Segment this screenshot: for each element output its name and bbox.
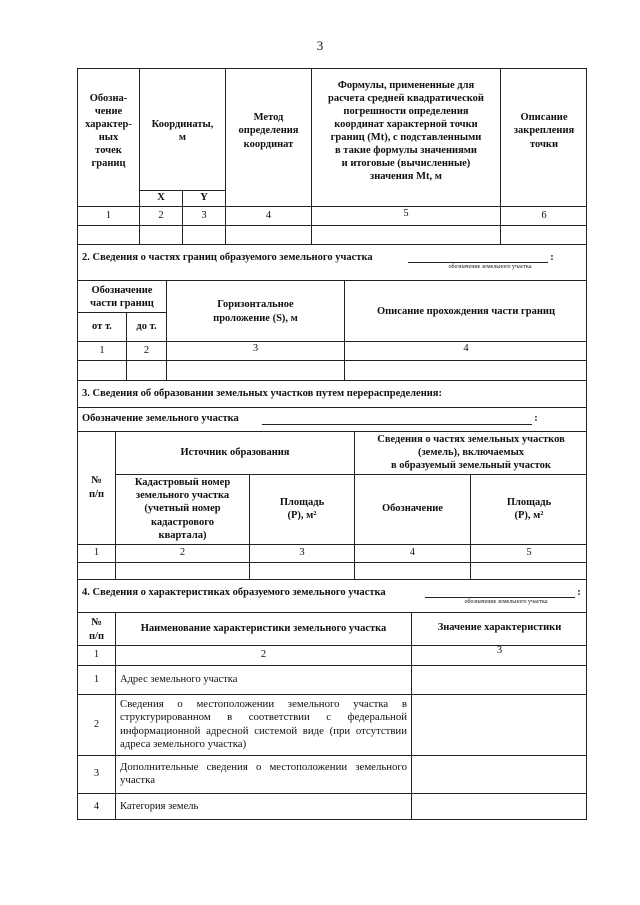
section-4-fill-line [425, 597, 575, 598]
header-s4-number: № п/п [88, 617, 105, 642]
section-3-title: 3. Сведения об образовании земельных участков путем перераспределения: [82, 388, 442, 400]
section-3-colon: : [534, 413, 538, 425]
s4-number-1: 1 [93, 649, 100, 661]
s2-number-2: 2 [143, 344, 150, 356]
row-3-name: Дополнительные сведения о местоположении земельного участка [120, 760, 407, 786]
section-3-fill-line [262, 424, 532, 425]
header-area-right: Площадь (P), м² [506, 496, 552, 521]
header-included-parts: Сведения о частях земельных участков (земель), включаемых в образуемый земельный участок [377, 433, 565, 472]
row-3-number: 3 [93, 768, 100, 780]
section-4-colon: : [577, 587, 581, 599]
header-characteristic-name: Наименование характеристики земельного участка [140, 622, 387, 634]
col-number-1: 1 [105, 209, 112, 221]
s3-number-5: 5 [526, 547, 532, 559]
page-number: 3 [316, 38, 324, 53]
col-number-4: 4 [265, 209, 272, 221]
s4-number-3: 3 [496, 645, 503, 657]
s2-number-3: 3 [252, 342, 259, 354]
header-area-left: Площадь (P), м² [279, 496, 325, 521]
header-number: № п/п [88, 475, 105, 500]
header-method: Метод определения координат [238, 112, 299, 150]
header-cadastral-number: Кадастровый номер земельного участка (учетный номер кадастрового квартала) [134, 477, 231, 541]
header-fixation-description: Описание закрепления точки [513, 112, 575, 150]
header-y: Y [200, 192, 208, 204]
col-number-2: 2 [158, 209, 164, 221]
col-number-3: 3 [201, 209, 207, 221]
s3-number-3: 3 [299, 547, 305, 559]
section-2-caption: обозначение земельного участка [448, 264, 532, 271]
section-4-title: 4. Сведения о характеристиках образуемого земельного участка [82, 587, 386, 599]
header-point-designation: Обозна- чение характер- ных точек границ [85, 92, 132, 170]
section-2-colon: : [550, 252, 554, 264]
s4-number-2: 2 [260, 649, 267, 661]
header-boundary-part: Обозначение части границ [90, 284, 154, 309]
row-2-number: 2 [93, 718, 100, 730]
header-from-point: от т. [92, 320, 112, 332]
row-2-name: Сведения о местоположении земельного участка в структурированном в соответствии с федеральной информационной адресной системой виде (при отсутствии адреса земельного участка) [120, 697, 407, 750]
section-3-plot-label: Обозначение земельного участка [82, 413, 239, 425]
header-formulas: Формулы, примененные для расчета средней квадратической погрешности определения координат характерной точки границ (Mt), с подставленными в такие формулы значениями и итоговые (вычисленные) значения Mt, м [328, 79, 484, 183]
section-2-title: 2. Сведения о частях границ образуемого земельного участка [82, 252, 373, 264]
row-1-number: 1 [93, 673, 100, 685]
s2-number-4: 4 [463, 342, 469, 354]
header-x: X [157, 192, 165, 204]
col-number-5: 5 [403, 207, 409, 219]
row-4-number: 4 [93, 800, 100, 812]
section-4-caption: обозначение земельного участка [464, 599, 548, 606]
row-1-name: Адрес земельного участка [120, 673, 238, 685]
header-source: Источник образования [180, 446, 290, 458]
s2-number-1: 1 [99, 344, 105, 356]
row-4-name: Категория земель [120, 800, 199, 812]
s3-number-4: 4 [409, 547, 416, 559]
header-part-designation: Обозначение [382, 503, 443, 515]
s3-number-2: 2 [179, 547, 186, 559]
header-coordinates: Координаты, м [151, 118, 214, 143]
header-horizontal-projection: Горизонтальное проложение (S), м [213, 299, 298, 324]
header-to-point: до т. [136, 320, 157, 332]
s3-number-1: 1 [93, 547, 100, 559]
header-characteristic-value: Значение характеристики [437, 621, 562, 633]
col-number-6: 6 [541, 209, 547, 221]
header-boundary-description: Описание прохождения части границ [376, 305, 556, 317]
section-2-fill-line [408, 262, 548, 263]
